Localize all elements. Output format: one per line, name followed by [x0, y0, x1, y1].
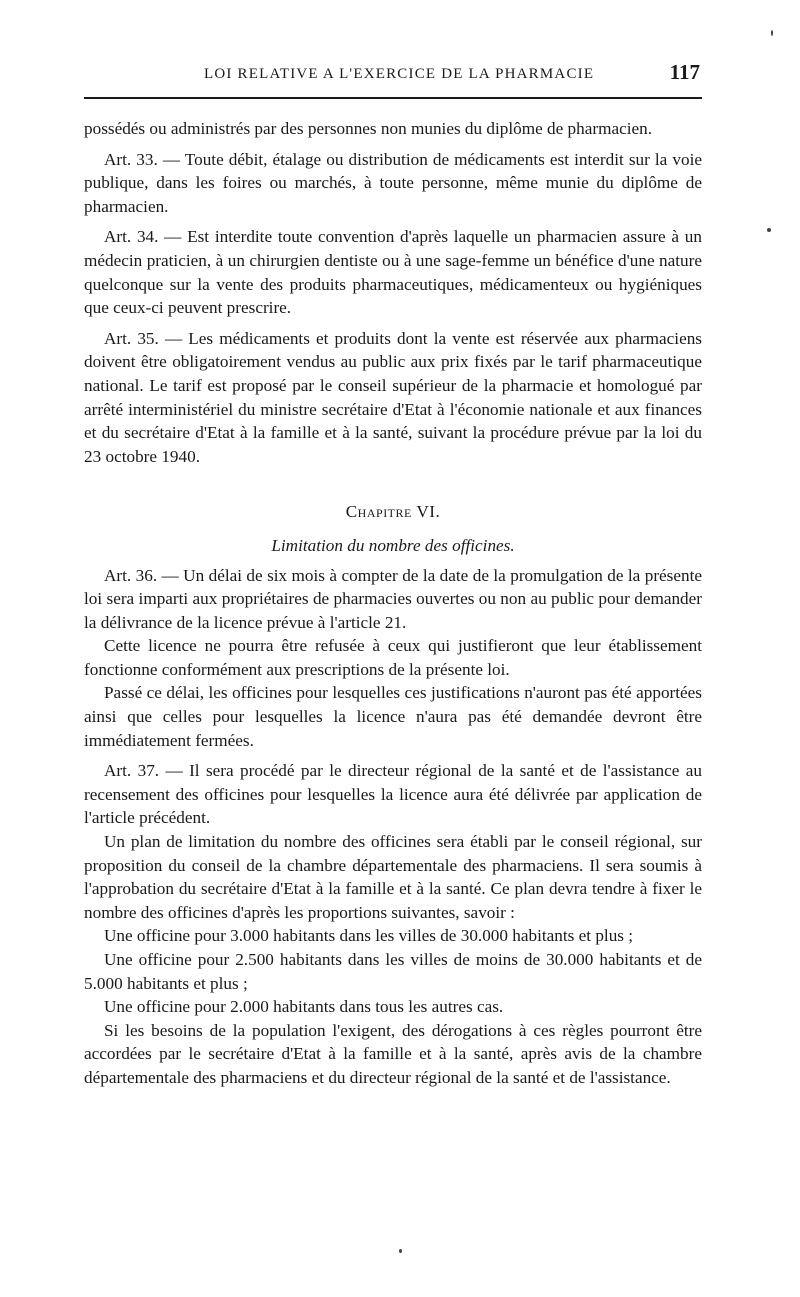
scan-speck [771, 30, 773, 36]
article-37-paragraph-5: Une officine pour 2.000 habitants dans tous les autres cas. [104, 997, 504, 1017]
article-34: Art. 34. — Est interdite toute convention d'après laquelle un pharmacien assure à un médecin praticien, à un chirurgien dentiste ou à une sage-femme un bénéfice d'une nature quelconque sur la vente des produits pharmaceutiques, médicamenteux ou hygiéniques que ceux-ci peuvent prescrire. [84, 227, 702, 318]
page-header [84, 60, 702, 90]
article-37-paragraph-3: Une officine pour 3.000 habitants dans les villes de 30.000 habitants et plus ; [104, 926, 634, 946]
article-33: Art. 33. — Toute débit, étalage ou distribution de médicaments est interdit sur la voie publique, dans les foires ou marchés, à toute personne, même munie du diplôme de pharmacien. [84, 149, 702, 216]
paragraph-continuation: possédés ou administrés par des personnes non munies du diplôme de pharmacien. [84, 119, 653, 138]
running-title: LOI RELATIVE A L'EXERCICE DE LA PHARMACIE [204, 66, 595, 82]
chapter-title: Limitation du nombre des officines. [271, 535, 515, 555]
article-37: Art. 37. — Il sera procédé par le directeur régional de la santé et de l'assistance au recensement des officines pour lesquelles la licence aura été délivrée par application de l'article précédent. [84, 761, 702, 828]
page-number: 117 [669, 60, 700, 84]
article-37-paragraph-2: Un plan de limitation du nombre des officines sera établi par le conseil régional, sur proposition du conseil de la chambre départementale des pharmaciens. Il sera soumis à l'approbation du secrétaire d'Etat à la famille et à la santé. Ce plan devra tendre à fixer le nombre des officines d'après les proportions suivantes, savoir : [84, 832, 702, 922]
article-37-paragraph-4: Une officine pour 2.500 habitants dans les villes de moins de 30.000 habitants et de 5.000 habitants et plus ; [84, 950, 702, 993]
article-36: Art. 36. — Un délai de six mois à compter de la date de la promulgation de la présente loi sera imparti aux propriétaires de pharmacies ouvertes ou non au public pour demander la délivrance de la licence prévue à l'article 21. [84, 565, 702, 632]
scan-speck [399, 1249, 402, 1253]
article-36-paragraph-2: Cette licence ne pourra être refusée à ceux qui justifieront que leur établissement fonctionne conformément aux prescriptions de la présente loi. [84, 636, 702, 679]
article-35: Art. 35. — Les médicaments et produits dont la vente est réservée aux pharmaciens doivent être obligatoirement vendus au public aux prix fixés par le tarif pharmaceutique national. Le tarif est proposé par le conseil supérieur de la pharmacie et homologué par arrêté interministériel du ministre secrétaire d'Etat à l'économie nationale et aux finances et du secrétaire d'Etat à la famille et à la santé, suivant la procédure prévue par la loi du 23 octobre 1940. [84, 328, 702, 466]
article-36-paragraph-3: Passé ce délai, les officines pour lesquelles ces justifications n'auront pas été apportées ainsi que celles pour lesquelles la licence n'aura pas été demandée devront être immédiatement fermées. [84, 683, 702, 750]
chapter-label: Chapitre VI. [345, 502, 441, 522]
scan-speck [767, 228, 771, 232]
header-rule [84, 97, 702, 99]
page-body [84, 117, 702, 1090]
article-37-paragraph-6: Si les besoins de la population l'exigent, des dérogations à ces règles pourront être accordées par le secrétaire d'Etat à la famille et à la santé, après avis de la chambre départementale des pharmaciens et du directeur régional de la santé et de l'assistance. [84, 1020, 702, 1087]
chapter-heading [84, 500, 702, 524]
